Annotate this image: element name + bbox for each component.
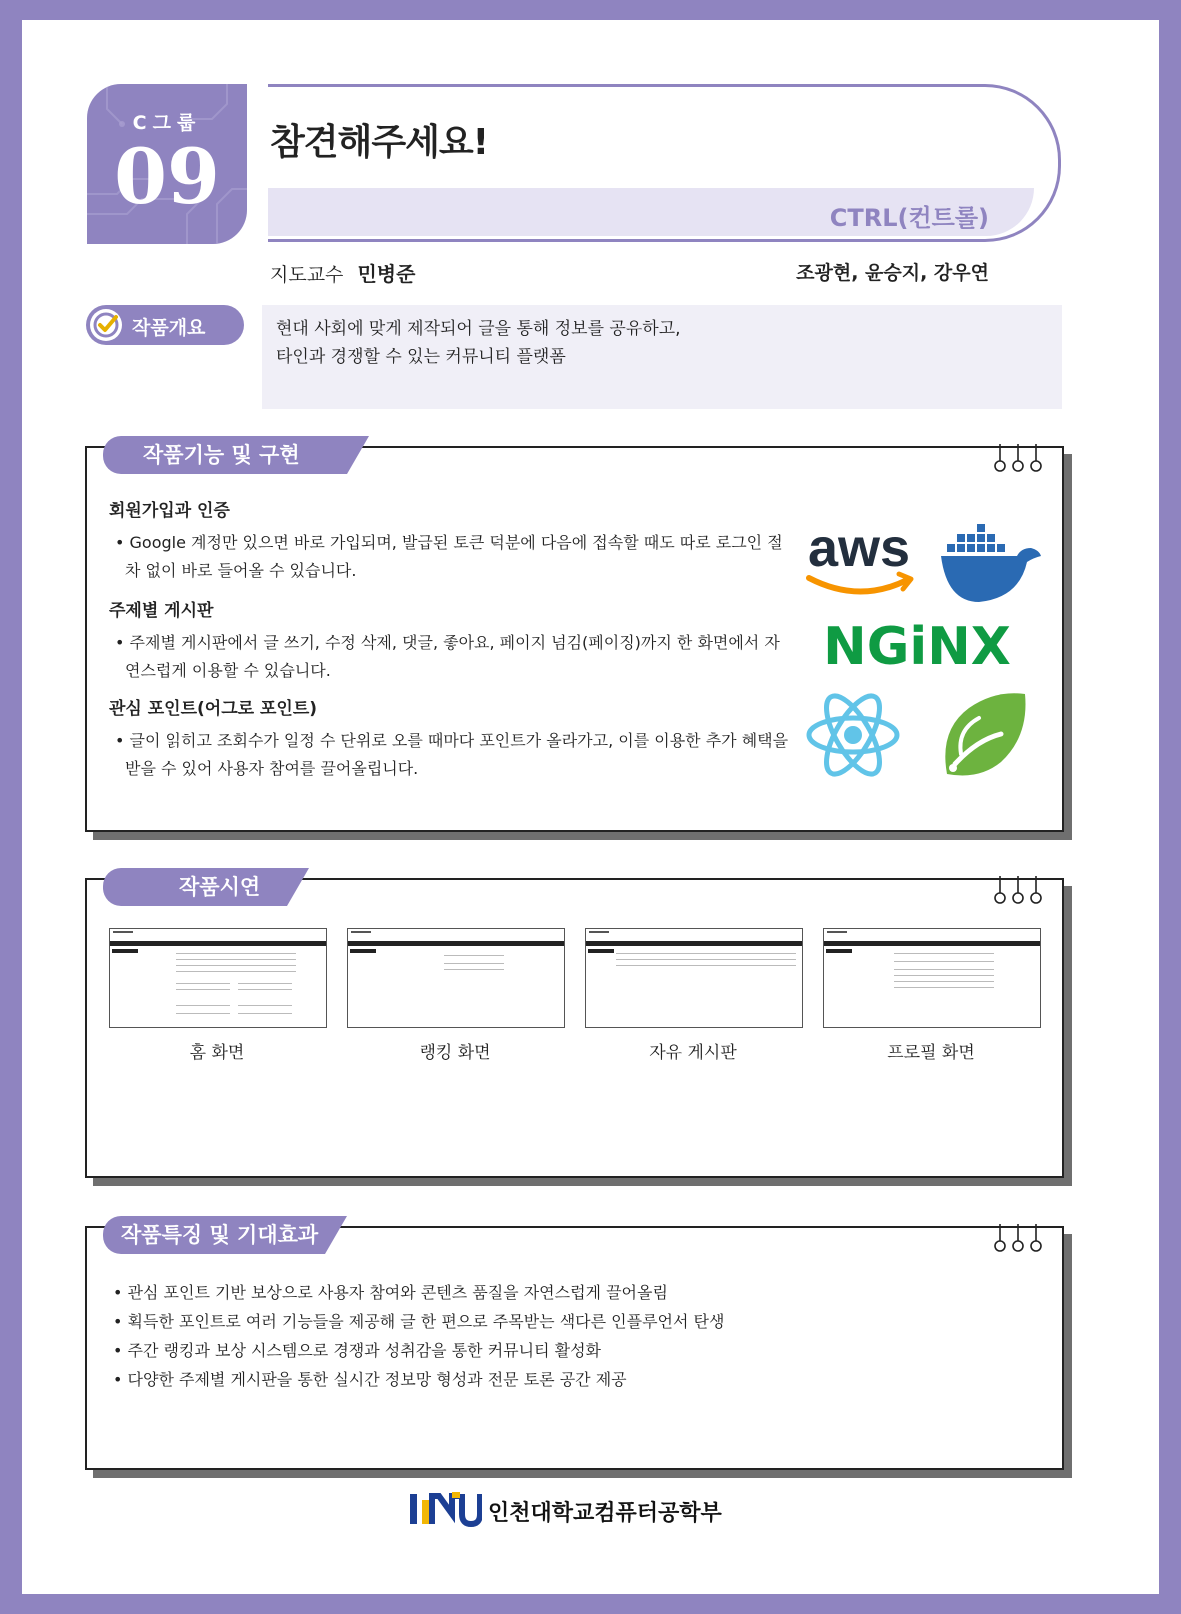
screenshot-caption: 랭킹 화면 <box>419 1043 491 1063</box>
spring-logo-icon <box>939 690 1029 780</box>
advisor-name: 민병준 <box>357 262 416 286</box>
svg-text:aws: aws <box>807 522 911 578</box>
overview-label: 작품개요 <box>132 317 206 339</box>
screenshot-home <box>109 928 327 1028</box>
overview-box <box>262 305 1062 409</box>
team-name: CTRL(컨트롤) <box>829 204 989 232</box>
svg-text:NGiNX: NGiNX <box>823 618 1011 672</box>
check-icon <box>90 309 122 341</box>
project-title: 참견해주세요! <box>270 122 489 163</box>
screenshot-ranking <box>347 928 565 1028</box>
effect-item: • 획득한 포인트로 여러 기능들을 제공해 글 한 편으로 주목받는 색다른 인플루언서 탄생 <box>113 1307 724 1336</box>
overview-line: 현대 사회에 맞게 제작되어 글을 통해 정보를 공유하고, <box>276 319 681 339</box>
effects-tab: 작품특징 및 기대효과 <box>103 1216 325 1254</box>
react-logo-icon <box>803 688 903 782</box>
feature-item <box>109 496 789 585</box>
demo-tab: 작품시연 <box>103 868 287 906</box>
aws-logo-icon <box>799 522 919 602</box>
overview-text <box>276 315 681 371</box>
feature-desc: • 글이 읽히고 조회수가 일정 수 단위로 오를 때마다 포인트가 올라가고, 이를 이용한 추가 혜택을 받을 수 있어 사용자 참여를 끌어올립니다. <box>115 731 789 778</box>
feature-desc: • Google 계정만 있으면 바로 가입되며, 발급된 토큰 덕분에 다음에 접속할 때도 따로 로그인 절차 없이 바로 들어올 수 있습니다. <box>115 533 783 580</box>
pins-icon <box>992 444 1044 474</box>
effects-list <box>113 1278 724 1394</box>
screenshot-caption: 자유 게시판 <box>649 1043 737 1063</box>
feature-item <box>109 596 789 685</box>
feature-title: 회원가입과 인증 <box>109 501 230 521</box>
demo-section <box>85 875 1064 1178</box>
feature-title: 관심 포인트(어그로 포인트) <box>109 699 318 719</box>
features-tab: 작품기능 및 구현 <box>103 436 347 474</box>
group-number: 09 <box>114 132 220 221</box>
overview-pill <box>86 305 244 345</box>
feature-item <box>109 694 789 783</box>
screenshot-caption: 홈 화면 <box>189 1043 245 1063</box>
footer-text: 인천대학교컴퓨터공학부 <box>488 1501 722 1526</box>
screenshot-board <box>585 928 803 1028</box>
inu-logo-icon <box>408 1490 482 1530</box>
nginx-logo-icon <box>815 618 1019 672</box>
docker-logo-icon <box>939 518 1043 606</box>
group-label: C그룹 <box>132 112 202 134</box>
screenshot-caption: 프로필 화면 <box>887 1043 975 1063</box>
advisor-label: 지도교수 <box>270 264 344 286</box>
effect-item: • 관심 포인트 기반 보상으로 사용자 참여와 콘텐츠 품질을 자연스럽게 끌어올림 <box>113 1278 724 1307</box>
feature-title: 주제별 게시판 <box>109 601 214 621</box>
effect-item: • 다양한 주제별 게시판을 통한 실시간 정보망 형성과 전문 토론 공간 제공 <box>113 1365 724 1394</box>
advisor <box>270 258 415 287</box>
overview-line: 타인과 경쟁할 수 있는 커뮤니티 플랫폼 <box>276 347 566 367</box>
effect-item: • 주간 랭킹과 보상 시스템으로 경쟁과 성취감을 통한 커뮤니티 활성화 <box>113 1336 724 1365</box>
pins-icon <box>992 876 1044 906</box>
poster-page <box>22 20 1159 1594</box>
feature-desc: • 주제별 게시판에서 글 쓰기, 수정 삭제, 댓글, 좋아요, 페이지 넘김(페이징)까지 한 화면에서 자연스럽게 이용할 수 있습니다. <box>115 633 780 680</box>
screenshot-profile <box>823 928 1041 1028</box>
effects-section <box>85 1223 1064 1470</box>
features-section <box>85 443 1064 832</box>
group-badge <box>87 84 247 244</box>
pins-icon <box>992 1224 1044 1254</box>
team-members: 조광현, 윤승지, 강우연 <box>796 262 989 284</box>
